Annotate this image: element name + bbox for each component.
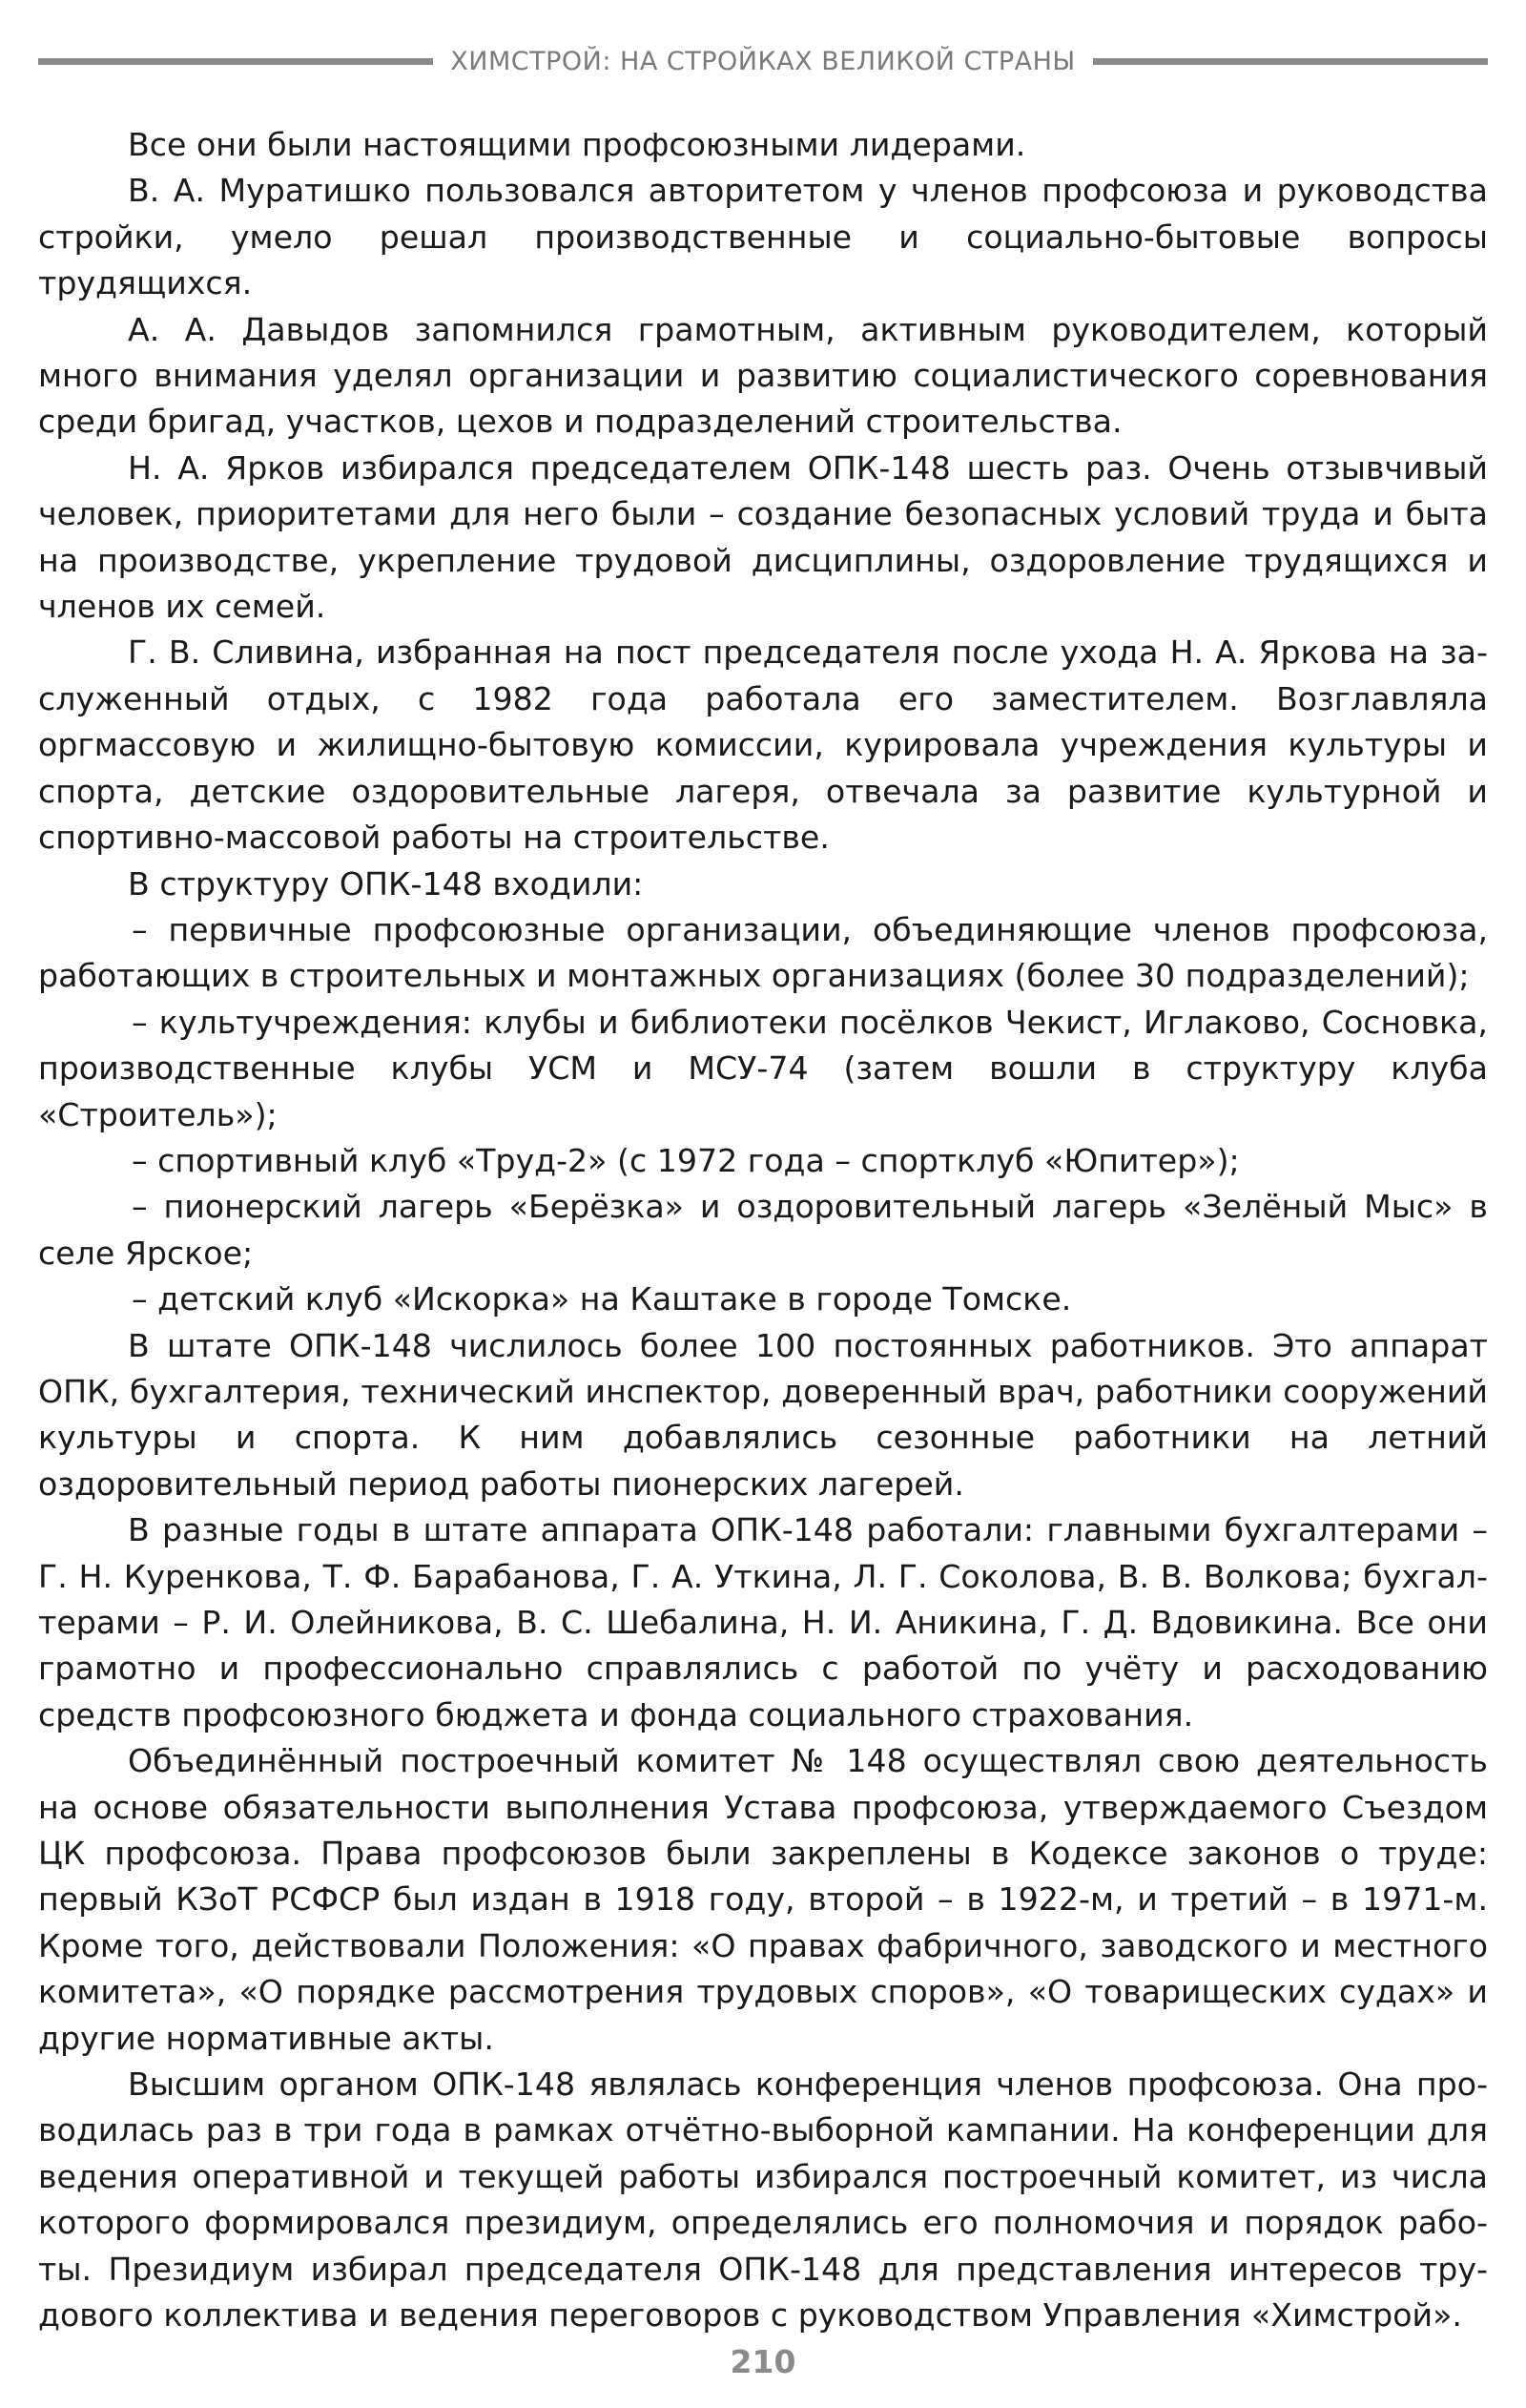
paragraph-muratishko: В. А. Муратишко пользовался авторитетом у членов профсоюза и руководства стройки, умело решал производственные и социально-бытовые вопросы трудящихся.: [38, 172, 1488, 302]
list-item-cultural-institutions: – культучреждения: клубы и библиотеки посёлков Чекист, Иглаково, Сосновка, производственные клубы УСМ и МСУ-74 (затем вошли в структуру клуба «Строитель»);: [38, 1003, 1488, 1133]
paragraph-staff: В штате ОПК-148 числилось более 100 постоянных работников. Это аппарат ОПК, бухгалтерия, технический инспектор, доверенный врач, работники сооружений культуры и спорта. К ним добавлялись сезонные работники на летний оздоровительный период работы пионерских лагерей.: [38, 1326, 1488, 1503]
list-item-sports-club: – спортивный клуб «Труд-2» (с 1972 года – спортклуб «Юпитер»);: [132, 1141, 1240, 1179]
paragraph-structure-intro: В структуру ОПК-148 входили:: [128, 864, 644, 903]
running-header: [38, 42, 1488, 80]
list-item-children-club: – детский клуб «Искорка» на Каштаке в городе Томске.: [132, 1280, 1072, 1318]
paragraph-slivina: Г. В. Сливина, избранная на пост председателя после ухода Н. А. Яркова на заслуженный отдых, с 1982 года работала его заместителем. Возглавляла оргмассовую и жилищно-бытовую комиссии, курировала учреждения культуры и спорта, детские оздоровительные лагеря, отвечала за развитие культурной и спортивно-массовой работы на строительстве.: [38, 633, 1488, 857]
paragraph-conference: Высшим органом ОПК-148 являлась конференция членов профсоюза. Она проводилась раз в три года в рамках отчётно-выборной кампании. На конференции для ведения оперативной и текущей работы избирался построечный комитет, из числа которого формировался президиум, определялись его полномочия и порядок работы. Президиум избирал председателя ОПК-148 для представления интересов трудового коллектива и ведения переговоров с руководством Управления «Химстрой».: [38, 2065, 1488, 2335]
paragraph-leaders-intro: Все они были настоящими профсоюзными лидерами.: [128, 126, 1026, 163]
list-item-camps: – пионерский лагерь «Берёзка» и оздоровительный лагерь «Зелёный Мыс» в селе Ярское;: [38, 1188, 1488, 1272]
paragraph-davydov: А. А. Давыдов запомнился грамотным, активным руководителем, который много внимания уделял организации и развитию социалистического соревнования среди бригад, участков, цехов и подразделений строительства.: [38, 310, 1488, 441]
header-rule-left: [38, 58, 433, 65]
page-number: 210: [730, 2343, 796, 2380]
header-rule-right: [1093, 58, 1488, 65]
paragraph-legal-basis: Объединённый построечный комитет № 148 осуществлял свою деятельность на основе обязательности выполнения Устава профсоюза, утверждаемого Съездом ЦК профсоюза. Права профсоюзов были закреплены в Кодексе законов о труде: первый КЗоТ РСФСР был издан в 1918 году, второй – в 1922-м, и третий – в 1971-м. Кроме того, действовали Положения: «О правах фабричного, заводского и местного комитета», «О порядке рассмотрения трудовых споров», «О товарищеских судах» и другие нормативные акты.: [38, 1742, 1488, 2057]
paragraph-accountants: В разные годы в штате аппарата ОПК-148 работали: главными бухгалтерами – Г. Н. Куренкова, Т. Ф. Барабанова, Г. А. Уткина, Л. Г. Соколова, В. В. Волкова; бухгалтерами – Р. И. Олейникова, В. С. Шебалина, Н. И. Аникина, Г. Д. Вдовикина. Все они грамотно и профессионально справлялись с работой по учёту и расходованию средств профсоюзного бюджета и фонда социального страхования.: [38, 1511, 1488, 1733]
paragraph-yarkov: Н. А. Ярков избирался председателем ОПК-148 шесть раз. Очень отзывчивый человек, приоритетами для него были – создание безопасных условий труда и быта на производстве, укрепление трудовой дисциплины, оздоровление трудящихся и членов их семей.: [38, 448, 1488, 626]
page-body: [38, 122, 1488, 2339]
running-header-title: ХИМСТРОЙ: НА СТРОЙКАХ ВЕЛИКОЙ СТРАНЫ: [450, 46, 1076, 76]
list-item-primary-organizations: – первичные профсоюзные организации, объединяющие членов профсоюза, работающих в строительных и монтажных организациях (более 30 подразделений);: [38, 910, 1488, 995]
